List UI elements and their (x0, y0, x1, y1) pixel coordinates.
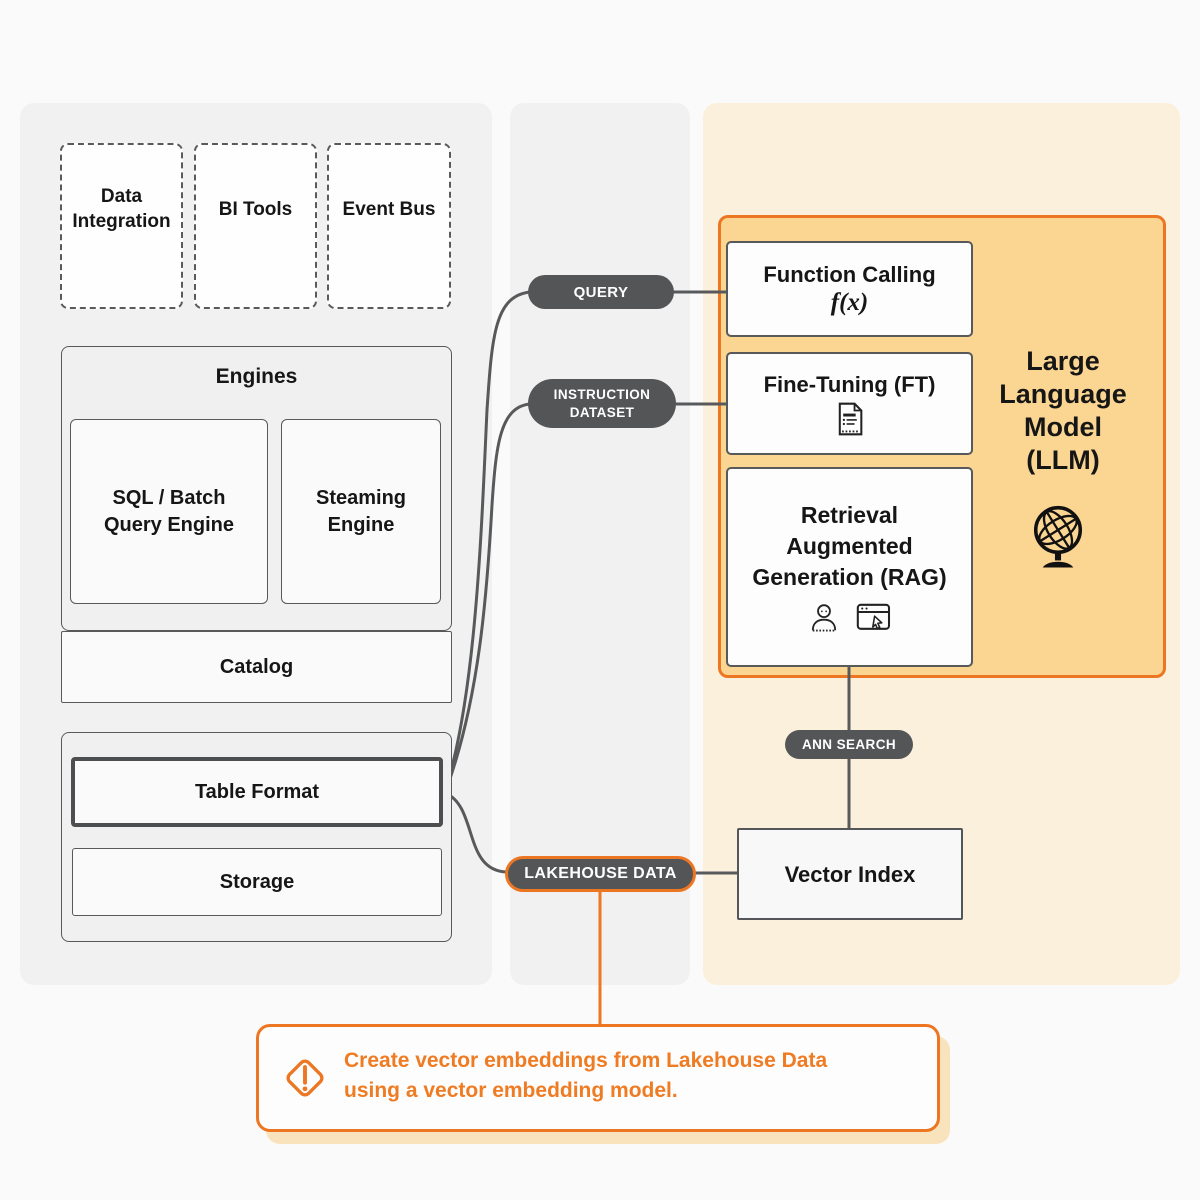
document-icon (835, 402, 865, 436)
source-box-bi-tools (194, 143, 317, 309)
fine-tuning-title: Fine-Tuning (FT) (763, 371, 936, 397)
warning-diamond-icon (274, 1047, 336, 1109)
connector-tableformat-to-lakehousedata (445, 793, 507, 872)
lakehouse-data-pill (505, 856, 696, 892)
vector-index-box (737, 828, 963, 920)
globe-icon (1027, 503, 1089, 571)
source-label: Data Integration (72, 186, 171, 232)
function-calling-box (726, 241, 973, 337)
rag-title-line2: Augmented (786, 533, 913, 559)
rag-box (726, 467, 973, 667)
llm-title-line1: Large (1026, 346, 1100, 376)
browser-cursor-icon (856, 603, 892, 633)
source-box-event-bus (327, 143, 451, 309)
engine-label: Steaming Engine (315, 486, 407, 536)
embedding-note-line1: Create vector embeddings from Lakehouse Data (344, 1049, 828, 1072)
storage-label: Storage (219, 870, 295, 893)
llm-title-line2: Language (999, 379, 1127, 409)
engines-title: Engines (215, 365, 298, 388)
connector-tableformat-to-query (446, 292, 530, 788)
llm-title-line4: (LLM) (1026, 445, 1100, 475)
rag-title (752, 500, 946, 593)
catalog-label: Catalog (219, 655, 294, 678)
source-label: Event Bus (342, 198, 436, 220)
storage-box (72, 848, 442, 916)
embedding-note-text (344, 1046, 924, 1106)
engine-label: SQL / Batch Query Engine (103, 486, 235, 536)
query-pill-label: QUERY (573, 283, 629, 301)
instruction-dataset-pill (528, 379, 676, 428)
vector-index-label: Vector Index (784, 861, 916, 887)
llm-title-line3: Model (1024, 412, 1102, 442)
instruction-pill-line1: INSTRUCTION (553, 386, 651, 402)
rag-title-line3: Generation (RAG) (752, 564, 947, 590)
table-format-label: Table Format (194, 780, 320, 803)
table-format-box (71, 757, 443, 827)
embedding-note-line2: using a vector embedding model. (344, 1079, 678, 1102)
rag-title-line1: Retrieval (800, 502, 899, 528)
sql-batch-query-engine-box (70, 419, 268, 604)
llm-title (973, 345, 1153, 477)
person-icon (808, 602, 840, 634)
function-calling-formula: f(x) (830, 288, 869, 316)
fine-tuning-box (726, 352, 973, 455)
function-calling-title: Function Calling (763, 261, 936, 287)
lakehouse-data-pill-label: LAKEHOUSE DATA (524, 865, 677, 882)
streaming-engine-box (281, 419, 441, 604)
source-box-data-integration (60, 143, 183, 309)
instruction-pill-line2: DATASET (569, 404, 635, 420)
ann-search-pill-label: ANN SEARCH (801, 737, 896, 752)
query-pill (528, 275, 674, 309)
source-label: BI Tools (218, 198, 293, 220)
catalog-box (61, 631, 452, 703)
ann-search-pill (785, 730, 913, 759)
